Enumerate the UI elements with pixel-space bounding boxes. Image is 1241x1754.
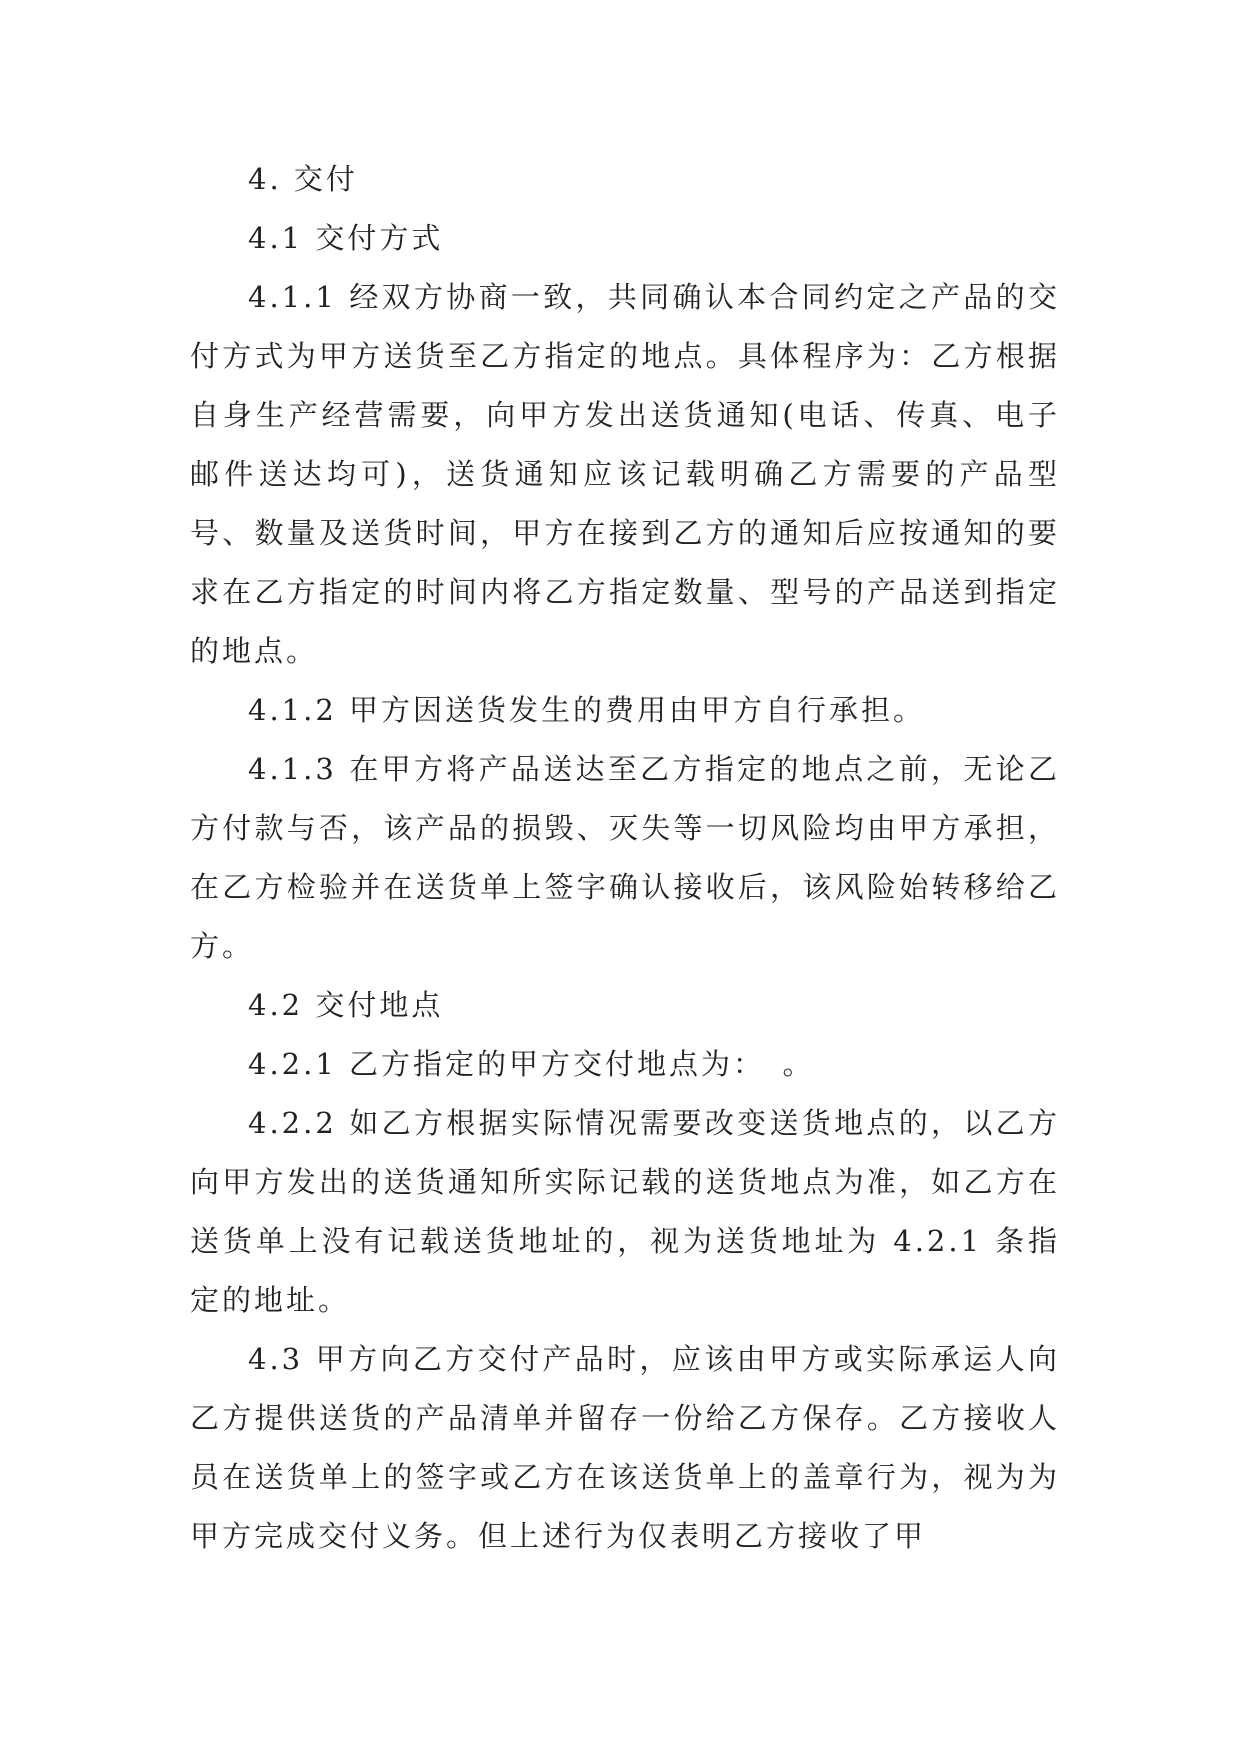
section-heading: 4. 交付 bbox=[248, 162, 358, 196]
clause-paragraph: 4.3 甲方向乙方交付产品时，应该由甲方或实际承运人向乙方提供送货的产品清单并留存一份给乙方保存。乙方接收人员在送货单上的签字或乙方在该送货单上的盖章行为，视为为甲方完成交付义务。但上述行为仅表明乙方接收了甲 bbox=[190, 1342, 1060, 1553]
clause-paragraph: 4.1.3 在甲方将产品送达至乙方指定的地点之前，无论乙方付款与否，该产品的损毁、灭失等一切风险均由甲方承担，在乙方检验并在送货单上签字确认接收后，该风险始转移给乙方。 bbox=[190, 752, 1060, 963]
subsection-heading: 4.2 交付地点 bbox=[248, 988, 444, 1022]
clause-paragraph: 4.2.1 乙方指定的甲方交付地点为： 。 bbox=[248, 1047, 815, 1081]
clause-paragraph: 4.1.1 经双方协商一致，共同确认本合同约定之产品的交付方式为甲方送货至乙方指定的地点。具体程序为：乙方根据自身生产经营需要，向甲方发出送货通知(电话、传真、电子邮件送达均可)，送货通知应该记载明确乙方需要的产品型号、数量及送货时间，甲方在接到乙方的通知后应按通知的要求在乙方指定的时间内将乙方指定数量、型号的产品送到指定的地点。 bbox=[190, 280, 1060, 668]
clause-paragraph: 4.2.2 如乙方根据实际情况需要改变送货地点的，以乙方向甲方发出的送货通知所实际记载的送货地点为准，如乙方在送货单上没有记载送货地址的，视为送货地址为 4.2.1 条指定的地址。 bbox=[190, 1106, 1060, 1317]
subsection-heading: 4.1 交付方式 bbox=[248, 221, 444, 255]
clause-paragraph: 4.1.2 甲方因送货发生的费用由甲方自行承担。 bbox=[248, 693, 926, 727]
document-page bbox=[190, 150, 1060, 1566]
